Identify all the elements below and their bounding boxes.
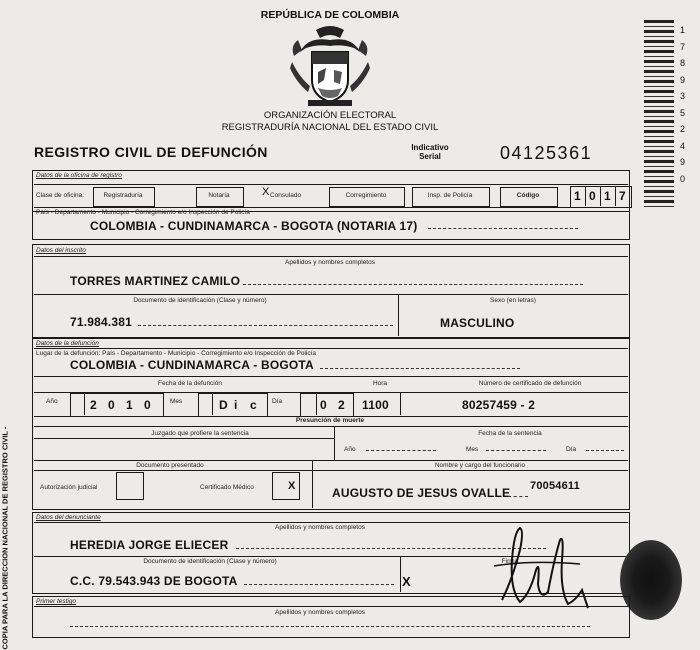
fecha-defuncion-label: Fecha de la defunción (158, 380, 222, 387)
inscrito-nombres-label: Apellidos y nombres completos (285, 259, 375, 266)
inscrito-sexo-label: Sexo (en letras) (490, 297, 536, 304)
certificado-checkbox (272, 472, 300, 500)
org-line-2: REGISTRADURÍA NACIONAL DEL ESTADO CIVIL (221, 122, 439, 133)
presuncion-label: Presunción de muerte (295, 417, 365, 424)
month-char-1: D (219, 398, 228, 412)
sentencia-ano-label: Año (344, 446, 356, 453)
year-digit-2: 0 (108, 398, 115, 412)
oficina-section-title: Datos de la oficina de registro (36, 172, 122, 179)
year-digit-1: 2 (90, 398, 97, 412)
denunciante-doc-value: C.C. 79.543.943 DE BOGOTA (70, 574, 238, 588)
codigo-label: Código (516, 192, 540, 199)
lugar-defuncion-value: COLOMBIA - CUNDINAMARCA - BOGOTA (70, 358, 314, 372)
indicativo-label: Indicativo (411, 143, 449, 152)
side-code: 1 7 8 9 3 5 2 4 9 0 (680, 25, 686, 184)
code-digit-4: 7 (619, 189, 626, 203)
country-title: REPÚBLICA DE COLOMBIA (260, 9, 400, 21)
margin-copy-text: COPIA PARA LA DIRECCION NACIONAL DE REGISTRO CIVIL - (0, 426, 10, 650)
inscrito-doc-label: Documento de identificación (Clase y número) (133, 297, 267, 304)
denunciante-section-title: Datos del denunciante (36, 514, 101, 521)
dia-label: Día (272, 398, 283, 405)
inscrito-section-title: Datos del inscrito (36, 247, 86, 254)
month-digits-box (198, 393, 268, 417)
denunciante-doc-label: Documento de identificación (Clase y número) (143, 558, 277, 565)
denunciante-nombres-value: HEREDIA JORGE ELIECER (70, 538, 229, 552)
inscrito-nombres-value: TORRES MARTINEZ CAMILO (70, 274, 241, 288)
ano-label: Año (46, 398, 58, 405)
serial-number: 04125361 (500, 143, 593, 163)
fecha-sentencia-label: Fecha de la sentencia (478, 430, 542, 437)
inscrito-sexo-value: MASCULINO (440, 316, 515, 330)
barcode (644, 20, 674, 210)
org-line-1: ORGANIZACIÓN ELECTORAL (263, 110, 397, 121)
code-digit-1: 1 (574, 189, 581, 203)
certificado-medico-label: Certificado Médico (200, 484, 254, 491)
lugar-defuncion-label: Lugar de la defunción: País - Departamento - Municipio - Corregimiento e/o Inspección de Policía (36, 350, 317, 357)
indicativo-serial-label (400, 143, 460, 161)
month-char-3: c (250, 398, 257, 412)
mes-label: Mes (170, 398, 183, 405)
autorizacion-checkbox (116, 472, 144, 500)
consulado-label: Consulado (270, 192, 302, 199)
pais-oficina-value: COLOMBIA - CUNDINAMARCA - BOGOTA (NOTARIA 17) (90, 219, 418, 233)
denunciante-nombres-label: Apellidos y nombres completos (275, 524, 365, 531)
insp-policia-label: Insp. de Policía (427, 192, 473, 199)
inscrito-doc-value: 71.984.381 (70, 315, 133, 329)
testigo-section (32, 596, 630, 638)
funcionario-code: 70054611 (530, 480, 580, 492)
registraduria-label: Registraduría (103, 192, 143, 199)
code-digit-2: 0 (589, 189, 596, 203)
month-char-2: i (234, 398, 238, 412)
notaria-label: Notaría (208, 192, 230, 199)
funcionario-value: AUGUSTO DE JESUS OVALLE (332, 486, 511, 500)
corregimiento-label: Corregimiento (345, 192, 387, 199)
year-digit-4: 0 (144, 398, 151, 412)
clase-oficina-label: Clase de oficina: (36, 192, 85, 199)
autorizacion-label: Autorización judicial (40, 484, 98, 491)
code-digit-3: 1 (604, 189, 611, 203)
firma-label: Firma (501, 558, 519, 565)
day-digit-2: 2 (338, 398, 345, 412)
hora-label: Hora (372, 380, 388, 387)
firma-mark: X (402, 574, 411, 589)
day-digit-1: 0 (320, 398, 327, 412)
juzgado-label: Juzgado que profiere la sentencia (151, 430, 249, 437)
pais-oficina-label: País - Departamento - Municipio - Corregimiento e/o Inspección de Policía (36, 209, 250, 216)
certificado-mark: X (288, 480, 296, 492)
funcionario-label: Nombre y cargo del funcionario (434, 462, 526, 469)
doc-presentado-label: Documento presentado (136, 462, 204, 469)
serial-label: Serial (419, 152, 441, 161)
certificado-numero-label: Número de certificado de defunción (478, 380, 582, 387)
document-title: REGISTRO CIVIL DE DEFUNCIÓN (34, 144, 268, 160)
year-digit-3: 1 (126, 398, 133, 412)
sentencia-mes-label: Mes (466, 446, 479, 453)
coat-of-arms-emblem (288, 22, 372, 108)
certificado-numero-value: 80257459 - 2 (462, 398, 536, 412)
testigo-nombres-label: Apellidos y nombres completos (275, 609, 365, 616)
hora-value: 1100 (362, 398, 389, 412)
day-digits-box (300, 393, 354, 417)
defuncion-section-title: Datos de la defunción (36, 340, 99, 347)
sentencia-dia-label: Día (566, 446, 577, 453)
consulado-mark: X (262, 186, 270, 198)
testigo-section-title: Primer testigo (36, 598, 77, 605)
